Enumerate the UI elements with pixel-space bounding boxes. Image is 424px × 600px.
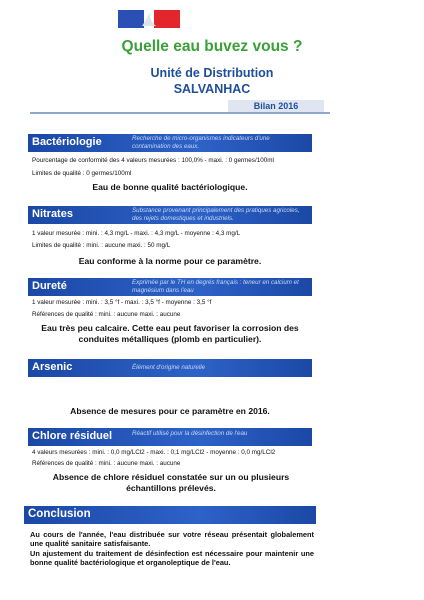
conclusion-paragraph-2: Un ajustement du traitement de désinfection est nécessaire pour maintenir une bonne qualité bactériologique et organoleptique de l'eau. <box>30 548 314 568</box>
bacteriologie-measure: Pourcentage de conformité des 4 valeurs mesurées : 100,0% - maxi. : 0 germes/100ml <box>32 157 274 164</box>
section-description: Substance provenant principalement des pratiques agricoles, des rejets domestiques et industriels. <box>132 207 300 222</box>
nitrates-limits: Limites de qualité : mini. : aucune maxi. : 50 mg/L <box>32 242 171 249</box>
chlore-limits: Références de qualité : mini. : aucune maxi. : aucune <box>32 460 181 467</box>
section-description: Élément d'origine naturelle <box>132 364 206 371</box>
conclusion-title: Conclusion <box>28 508 91 520</box>
chlore-measure: 4 valeurs mesurées : mini. : 0,0 mg/LCl2 - maxi. : 0,1 mg/LCl2 - moyenne : 0,0 mg/LCl2 <box>32 449 276 456</box>
section-bar-nitrates <box>28 206 312 224</box>
unit-label: Unité de Distribution <box>150 66 274 80</box>
section-bar-bacteriologie <box>28 134 312 152</box>
section-title: Chlore résiduel <box>32 430 113 442</box>
bacteriologie-limits: Limites de qualité : 0 germes/100ml <box>32 170 132 177</box>
nitrates-verdict: Eau conforme à la norme pour ce paramètre. <box>78 256 262 266</box>
section-title: Dureté <box>32 280 67 292</box>
bilan-year: Bilan 2016 <box>228 100 324 112</box>
section-description: Exprimée par le TH en degrés français : teneur en calcium et magnésium dans l'eau <box>132 279 299 294</box>
bacteriologie-verdict: Eau de bonne qualité bactériologique. <box>92 182 248 192</box>
section-bar-arsenic <box>28 359 312 377</box>
conclusion-text <box>30 530 314 568</box>
conclusion-bar <box>24 506 316 524</box>
nitrates-measure: 1 valeur mesurée : mini. : 4,3 mg/L - maxi. : 4,3 mg/L - moyenne : 4,3 mg/L <box>32 230 241 237</box>
durete-limits: Références de qualité : mini. : aucune maxi. : aucune <box>32 311 181 318</box>
section-title: Arsenic <box>32 361 73 373</box>
conclusion-paragraph-1: Au cours de l'année, l'eau distribuée sur votre réseau présentait globalement une qualité sanitaire satisfaisante. <box>30 530 314 549</box>
header-divider <box>30 112 330 114</box>
arsenic-verdict: Absence de mesures pour ce paramètre en 2016. <box>70 406 270 416</box>
section-title: Nitrates <box>32 208 73 220</box>
section-description: Réactif utilisé pour la désinfection de l'eau <box>132 430 248 437</box>
section-title: Bactériologie <box>32 136 102 148</box>
chlore-verdict: Absence de chlore résiduel constatée sur un ou plusieurs échantillons prélevés. <box>52 472 290 493</box>
durete-verdict: Eau très peu calcaire. Cette eau peut favoriser la corrosion des conduites métalliques (plomb en particulier). <box>41 323 299 344</box>
republique-francaise-logo <box>118 10 180 28</box>
page-title: Quelle eau buvez vous ? <box>121 38 303 55</box>
section-bar-chlore <box>28 428 312 446</box>
durete-measure: 1 valeur mesurée : mini. : 3,5 °f - maxi. : 3,5 °f - moyenne : 3,5 °f <box>32 299 212 306</box>
section-description: Recherche de micro-organismes indicateurs d'une contamination des eaux. <box>132 135 270 150</box>
section-bar-durete <box>28 278 312 296</box>
unit-name: SALVANHAC <box>173 82 251 96</box>
